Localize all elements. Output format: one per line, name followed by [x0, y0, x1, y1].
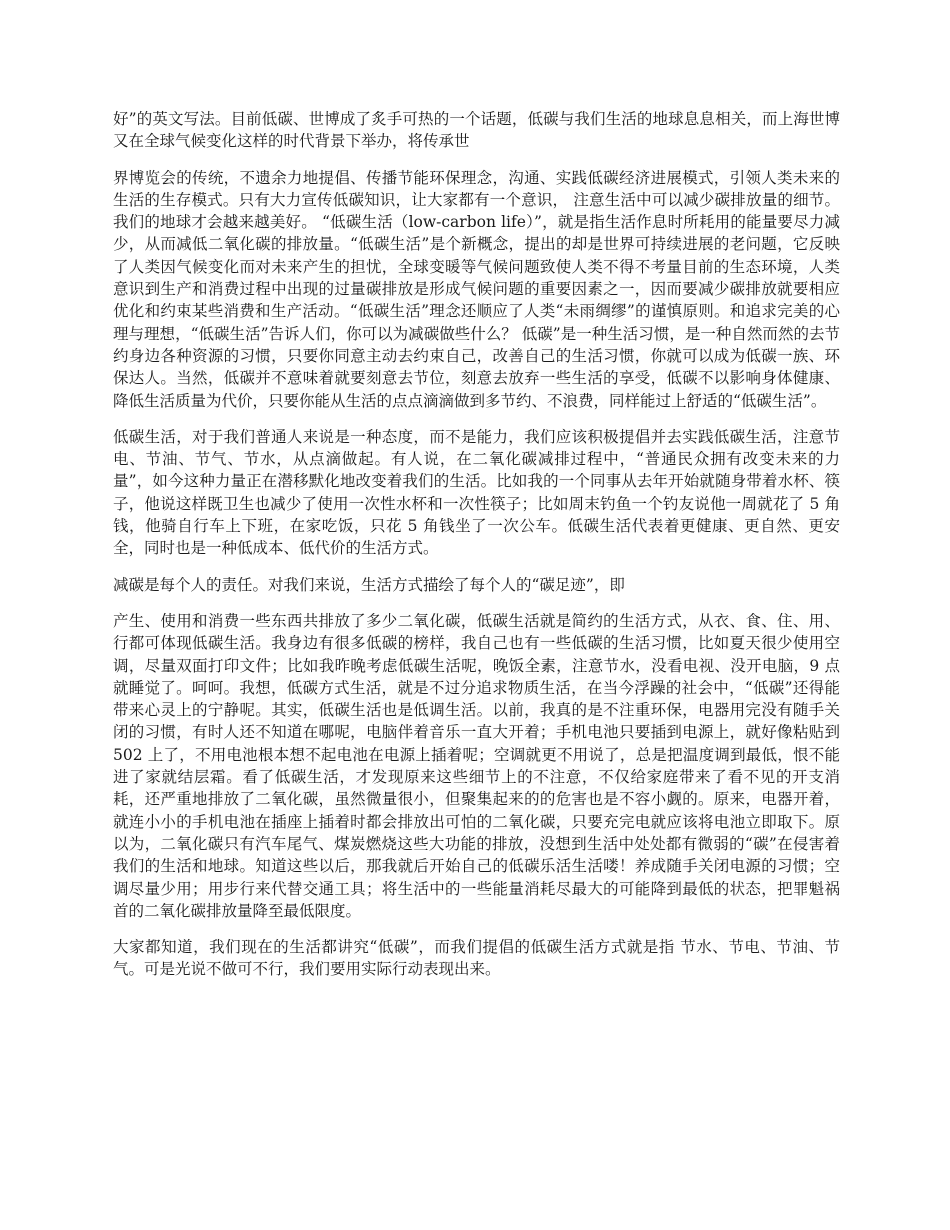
paragraph-6: 大家都知道，我们现在的生活都讲究“低碳”，而我们提倡的低碳生活方式就是指 节水、节电、节油、节气。可是光说不做可不行，我们要用实际行动表现出来。 — [113, 938, 840, 979]
paragraph-4: 减碳是每个人的责任。对我们来说，生活方式描绘了每个人的“碳足迹”，即 — [113, 575, 625, 594]
paragraph-1: 好”的英文写法。目前低碳、世博成了炙手可热的一个话题，低碳与我们生活的地球息息相关，而上海世博又在全球气候变化这样的时代背景下举办，将传承世 — [113, 110, 840, 151]
paragraph-5: 产生、使用和消费一些东西共排放了多少二氧化碳，低碳生活就是简约的生活方式，从衣、食、住、用、行都可体现低碳生活。我身边有很多低碳的榜样，我自己也有一些低碳的生活习惯，比如夏天很少使用空调，尽量双面打印文件；比如我昨晚考虑低碳生活呢，晚饭全素，注意节水，没看电视、没开电脑，9 点就睡觉了。呵呵。我想，低碳方式生活，就是不过分追求物质生活，在当今浮躁的社会中，“低碳”还得能带来心灵上的宁静呢。其实，低碳生活也是低调生活。以前，我真的是不注重环保，电器用完没有随手关闭的习惯，有时人还不知道在哪呢，电脑伴着音乐一直大开着；手机电池只要插到电源上，就好像粘贴到 502 上了，不用电池根本想不起电池在电源上插着呢；空调就更不用说了，总是把温度调到最低，恨不能进了家就结层霜。看了低碳生活，才发现原来这些细节上的不注意，不仅给家庭带来了看不见的开支消耗，还严重地排放了二氧化碳，虽然微量很小，但聚集起来的的危害也是不容小觑的。原来，电器开着，就连小小的手机电池在插座上插着时都会排放出可怕的二氧化碳，只要充完电就应该将电池立即取下。原以为，二氧化碳只有汽车尾气、煤炭燃烧这些大功能的排放，没想到生活中处处都有微弱的“碳”在侵害着我们的生活和地球。知道这些以后，那我就后开始自己的低碳乐活生活喽！养成随手关闭电源的习惯；空调尽量少用；用步行来代替交通工具；将生活中的一些能量消耗尽最大的可能降到最低的状态，把罪魁祸首的二氧化碳排放量降至最低限度。 — [113, 611, 840, 920]
document-page — [113, 108, 840, 995]
paragraph-3: 低碳生活，对于我们普通人来说是一种态度，而不是能力，我们应该积极提倡并去实践低碳生活，注意节电、节油、节气、节水，从点滴做起。有人说，在二氧化碳减排过程中，“普通民众拥有改变未来的力量”，如今这种力量正在潜移默化地改变着我们的生活。比如我的一个同事从去年开始就随身带着水杯、筷子，他说这样既卫生也减少了使用一次性水杯和一次性筷子；比如周末钓鱼一个钓友说他一周就花了 5 角钱，他骑自行车上下班，在家吃饭，只花 5 角钱坐了一次公车。低碳生活代表着更健康、更自然、更安全，同时也是一种低成本、低代价的生活方式。 — [113, 427, 840, 558]
paragraph-2: 界博览会的传统，不遗余力地提倡、传播节能环保理念，沟通、实践低碳经济进展模式，引领人类未来的生活的生存模式。只有大力宣传低碳知识，让大家都有一个意识， 注意生活中可以减少碳排放量的细节。我们的地球才会越来越美好。 “低碳生活（low-carbon life）”，就是指生活作息时所耗用的能量要尽力减少，从而减低二氧化碳的排放量。“低碳生活”是个新概念，提出的却是世界可持续进展的老问题，它反映了人类因气候变化而对未来产生的担忧，全球变暖等气候问题致使人类不得不考量目前的生态环境，人类意识到生产和消费过程中出现的过量碳排放是形成气候问题的重要因素之一，因而要减少碳排放就要相应优化和约束某些消费和生产活动。“低碳生活”理念还顺应了人类“未雨绸缪”的谨慎原则。和追求完美的心理与理想，“低碳生活”告诉人们，你可以为减碳做些什么？ 低碳”是一种生活习惯，是一种自然而然的去节约身边各种资源的习惯，只要你同意主动去约束自己，改善自己的生活习惯，你就可以成为低碳一族、环保达人。当然，低碳并不意味着就要刻意去节位，刻意去放弃一些生活的享受，低碳不以影响身体健康、降低生活质量为代价，只要你能从生活的点点滴滴做到多节约、不浪费，同样能过上舒适的“低碳生活”。 — [113, 168, 840, 410]
